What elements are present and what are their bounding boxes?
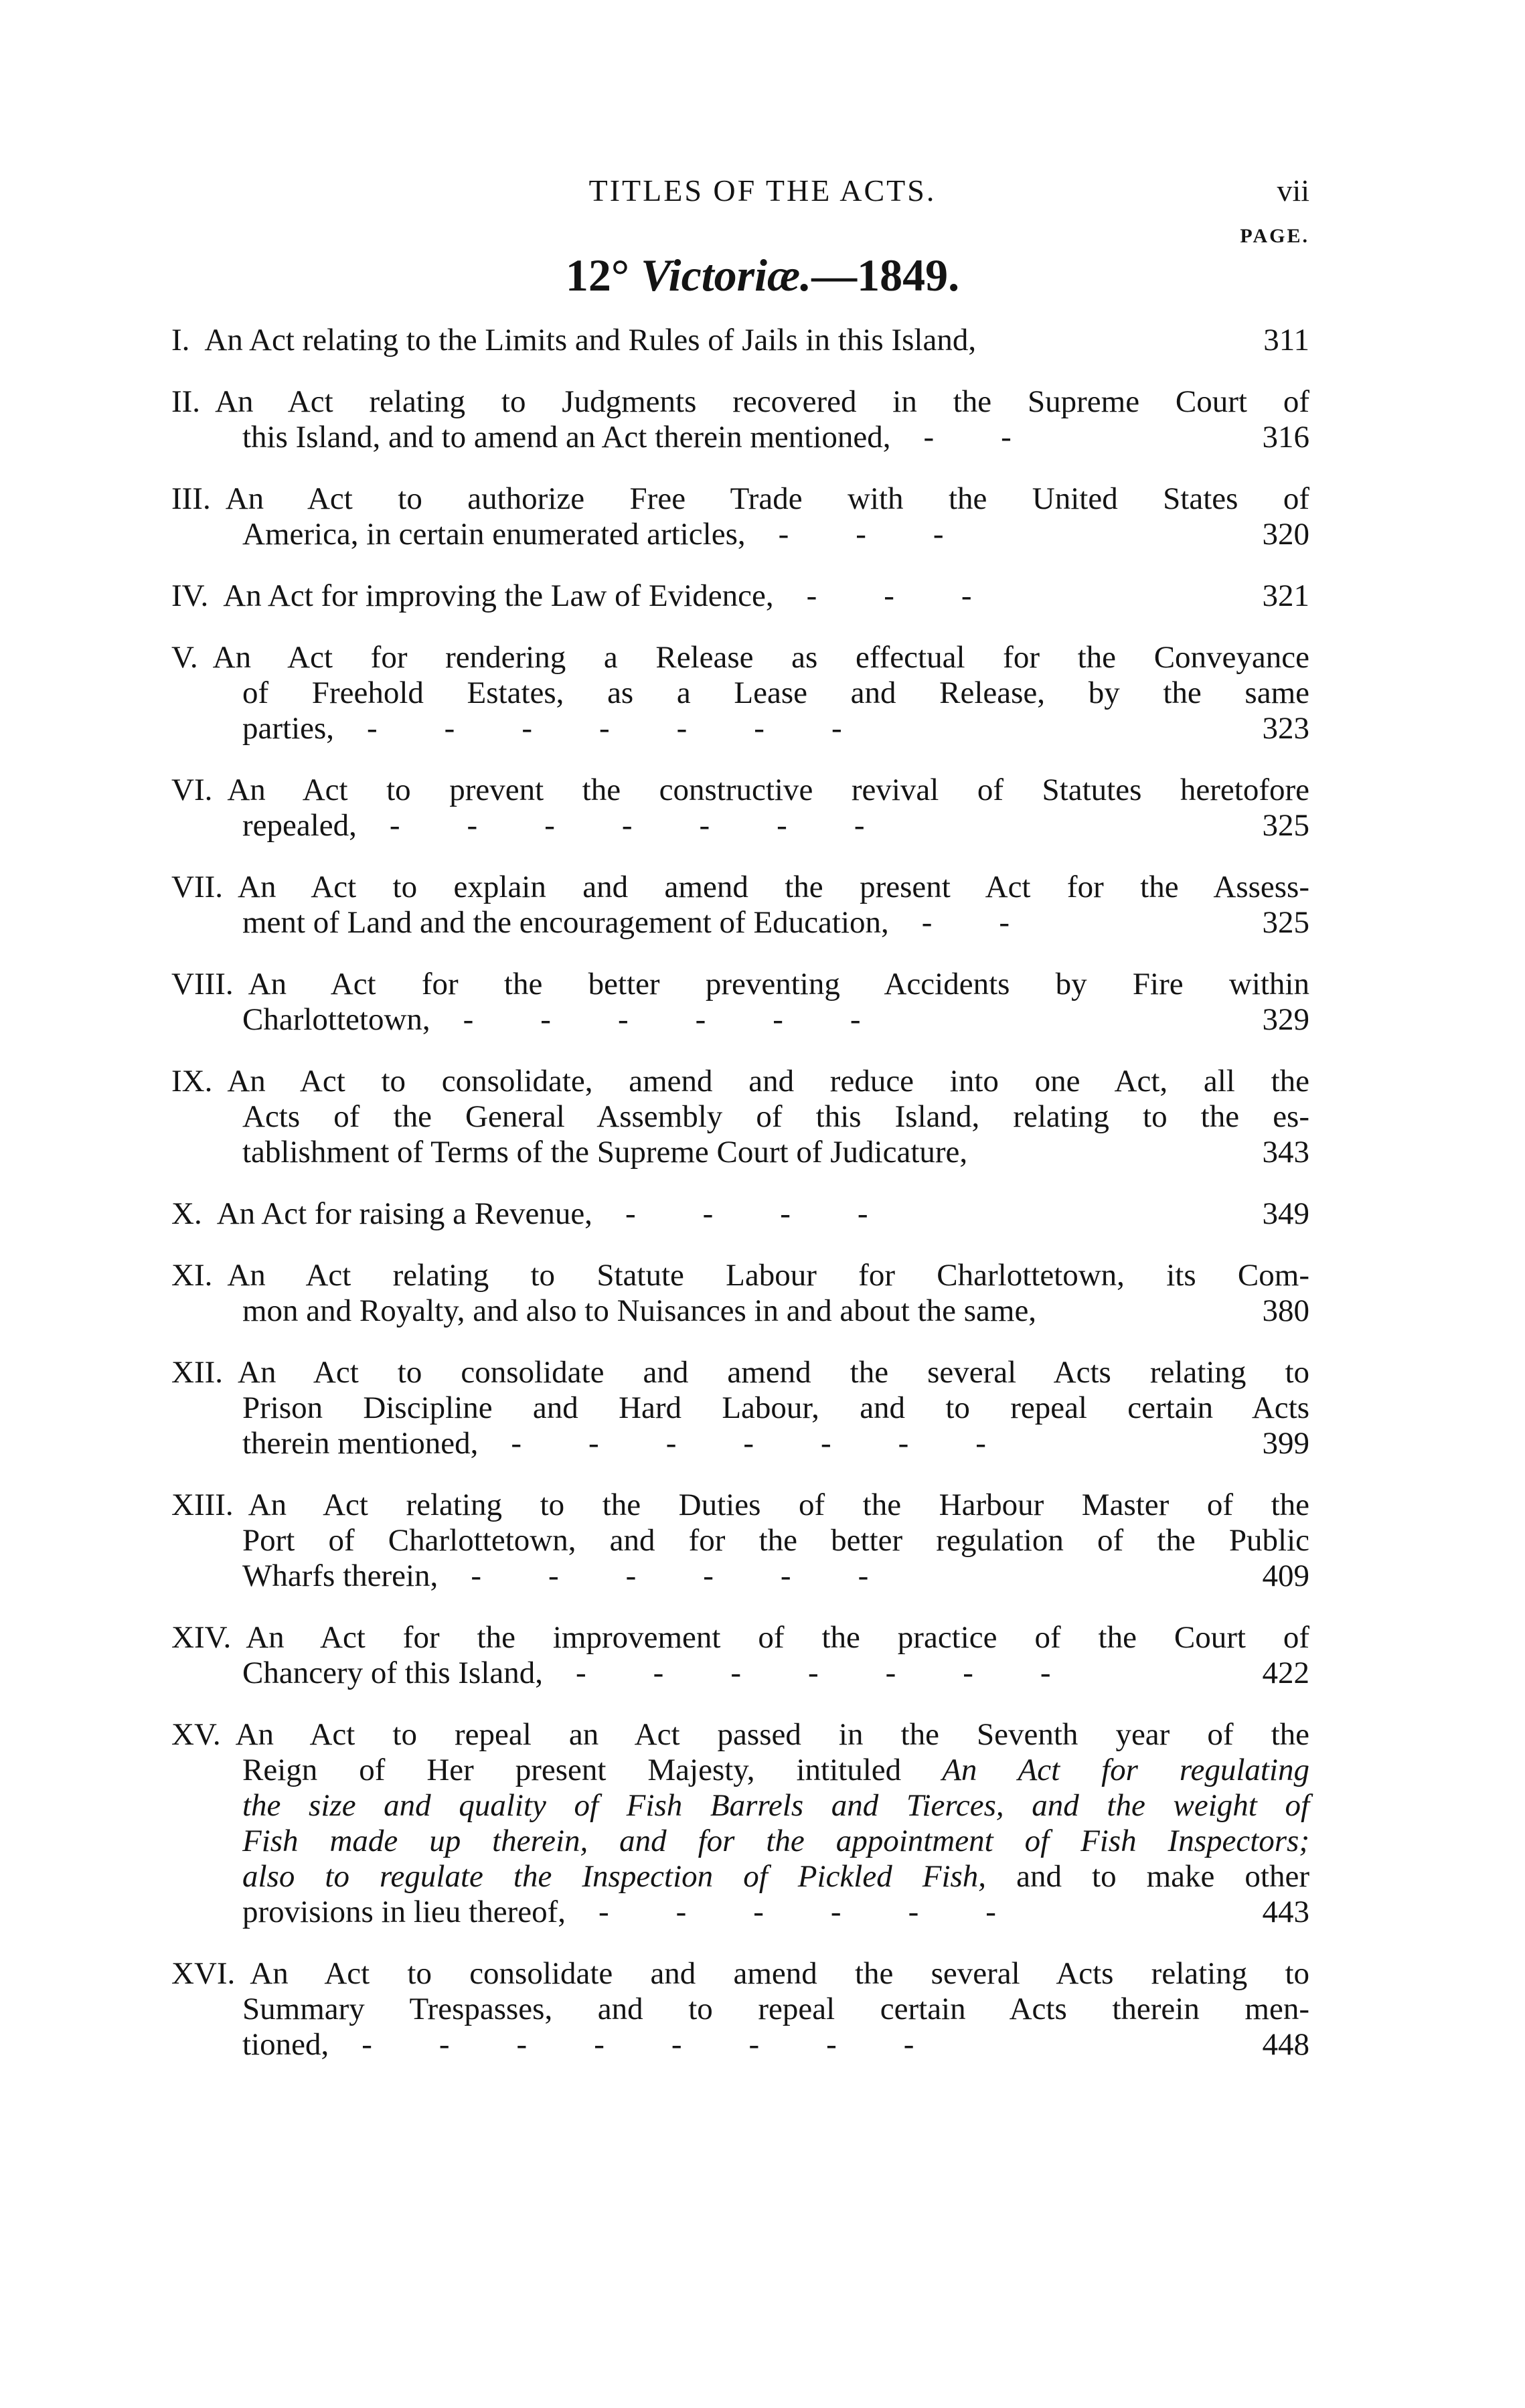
act-numeral: III.: [171, 481, 211, 516]
act-entry: [171, 640, 1309, 746]
leader-dashes: - - - - - -: [438, 1558, 1001, 1593]
act-title-text: tablishment of Terms of the Supreme Court of Judicature,: [242, 1135, 968, 1170]
act-title-text: this Island, and to amend an Act therein mentioned,: [242, 420, 891, 455]
act-title-line: [171, 1488, 1309, 1523]
act-title-line: [171, 808, 1309, 844]
session-regnal-year: 12°: [565, 250, 630, 301]
act-page-number: 380: [1262, 1293, 1309, 1328]
leader-dashes: - - - - - -: [430, 1002, 993, 1037]
act-page-number: 325: [1262, 905, 1309, 940]
act-title-line: [171, 1895, 1309, 1930]
act-title-text: An Act for raising a Revenue,: [216, 1196, 592, 1231]
act-numeral: XII.: [171, 1355, 223, 1390]
act-entry: [171, 1064, 1309, 1170]
act-entry: [171, 1956, 1309, 2063]
act-numeral: IV.: [171, 578, 209, 613]
act-numeral: II.: [171, 384, 201, 419]
leader-dashes: - - -: [745, 517, 1076, 552]
act-entry: [171, 773, 1309, 844]
act-numeral: VI.: [171, 773, 213, 807]
act-title-line: [171, 1064, 1309, 1099]
act-title-line: [171, 675, 1309, 711]
act-title-line: [171, 1824, 1309, 1859]
act-title-line: [171, 420, 1309, 455]
act-title-text: also to regulate the Inspection of Pickled Fish,: [242, 1859, 987, 1894]
act-numeral: XVI.: [171, 1956, 236, 1991]
act-title-text: Reign of Her present Majesty, intituled: [242, 1753, 902, 1787]
session-reign: Victoriæ.: [641, 250, 812, 301]
act-page-number: 448: [1262, 2027, 1309, 2062]
act-entry: [171, 323, 1309, 358]
act-title-line: [171, 640, 1309, 675]
act-page-number: 325: [1262, 808, 1309, 843]
act-title-text: An Act relating to the Duties of the Harbour Master of the: [248, 1488, 1309, 1522]
session-year: —1849.: [811, 250, 960, 301]
act-numeral: VIII.: [171, 967, 234, 1001]
act-title-text: Acts of the General Assembly of this Island, relating to the es-: [242, 1099, 1309, 1134]
act-page-number: 311: [1263, 323, 1309, 357]
act-title-text: An Act for improving the Law of Evidence,: [223, 578, 774, 613]
act-title-text: Fish made up therein, and for the appointment of Fish Inspectors;: [242, 1824, 1309, 1858]
leader-dashes: - - -: [773, 578, 1105, 613]
act-title-text: Summary Trespasses, and to repeal certain Acts therein men-: [242, 1992, 1309, 2026]
running-title: TITLES OF THE ACTS.: [588, 173, 937, 208]
act-title-line: [171, 1956, 1309, 1992]
act-entry: [171, 1717, 1309, 1930]
act-title-text: An Act for the better preventing Accidents by Fire within: [248, 967, 1309, 1001]
act-title-line: [171, 1656, 1309, 1691]
act-title-line: [171, 1992, 1309, 2027]
act-title-text: An Act for the improvement of the practice of the Court of: [246, 1620, 1309, 1655]
act-title-text: Port of Charlottetown, and for the better regulation of the Public: [242, 1523, 1309, 1558]
act-title-text: mon and Royalty, and also to Nuisances in and about the same,: [242, 1293, 1037, 1328]
act-title-line: [171, 2027, 1309, 2063]
act-numeral: XI.: [171, 1258, 213, 1293]
act-title-line: [171, 1426, 1309, 1461]
leader-dashes: - - - -: [592, 1196, 1001, 1231]
leader-dashes: - - - - - -: [565, 1895, 1129, 1929]
act-title-line: [171, 773, 1309, 808]
act-entry: [171, 481, 1309, 552]
leader-dashes: - - - - - - -: [334, 711, 975, 746]
act-entry: [171, 578, 1309, 614]
act-page-number: 399: [1262, 1426, 1309, 1461]
act-entry: [171, 1488, 1309, 1594]
act-title-text: provisions in lieu thereof,: [242, 1895, 566, 1929]
act-entry: [171, 1196, 1309, 1232]
act-entry: [171, 967, 1309, 1038]
act-page-number: 349: [1262, 1196, 1309, 1231]
act-title-line: [171, 1293, 1309, 1329]
act-title-line: [171, 323, 1309, 358]
act-title-text: An Act to consolidate and amend the several Acts relating to: [238, 1355, 1309, 1390]
act-title-line: [171, 1523, 1309, 1558]
act-title-text: ment of Land and the encouragement of Education,: [242, 905, 889, 940]
act-numeral: XV.: [171, 1717, 221, 1752]
act-title-line: [171, 1196, 1309, 1232]
leader-dashes: - - - - - - - -: [329, 2027, 1047, 2062]
page-column-label: PAGE.: [1240, 225, 1309, 247]
act-title-line: [171, 1620, 1309, 1656]
act-cited-title: An Act for regulating: [901, 1753, 1309, 1787]
act-page-number: 343: [1262, 1135, 1309, 1170]
act-title-line: [171, 1558, 1309, 1594]
act-title-text: parties,: [242, 711, 335, 746]
act-page-number: 443: [1262, 1895, 1309, 1929]
act-numeral: V.: [171, 640, 198, 675]
act-title-line: [171, 711, 1309, 746]
act-numeral: IX.: [171, 1064, 213, 1099]
act-numeral: VII.: [171, 870, 223, 904]
act-title-text: An Act to prevent the constructive revival of Statutes heretofore: [227, 773, 1309, 807]
act-title-text: repealed,: [242, 808, 357, 843]
act-numeral: XIII.: [171, 1488, 234, 1522]
act-title-line: [171, 1258, 1309, 1293]
act-title-text: An Act to authorize Free Trade with the United States of: [225, 481, 1309, 516]
act-title-text: of Freehold Estates, as a Lease and Release, by the same: [242, 675, 1309, 710]
act-page-number: 320: [1262, 517, 1309, 552]
act-title-line: [171, 1753, 1309, 1788]
session-heading: [0, 249, 1525, 302]
leader-dashes: - - - - - - -: [478, 1426, 1119, 1461]
act-numeral: XIV.: [171, 1620, 232, 1655]
act-page-number: 409: [1262, 1558, 1309, 1593]
act-title-text: the size and quality of Fish Barrels and Tierces, and the weight of: [242, 1788, 1309, 1823]
act-title-text: Prison Discipline and Hard Labour, and to repeal certain Acts: [242, 1390, 1309, 1425]
act-title-text: Charlottetown,: [242, 1002, 430, 1037]
act-title-text: Chancery of this Island,: [242, 1656, 544, 1690]
act-title-text: Wharfs therein,: [242, 1558, 438, 1593]
act-numeral: X.: [171, 1196, 202, 1231]
act-title-line: [171, 384, 1309, 420]
act-title-line: [171, 1390, 1309, 1426]
act-title-line: [171, 1717, 1309, 1753]
act-title-text: An Act relating to the Limits and Rules of Jails in this Island,: [204, 323, 977, 357]
act-title-line: [171, 1135, 1309, 1170]
act-title-line: [171, 1355, 1309, 1390]
act-numeral: I.: [171, 323, 190, 357]
act-page-number: 329: [1262, 1002, 1309, 1037]
act-title-text: An Act to explain and amend the present Act for the Assess-: [238, 870, 1309, 904]
act-title-line: [171, 517, 1309, 552]
act-title-line: [171, 481, 1309, 517]
act-page-number: 321: [1262, 578, 1309, 613]
act-title-text: America, in certain enumerated articles,: [242, 517, 746, 552]
leader-dashes: - -: [890, 420, 1144, 455]
act-title-text: tioned,: [242, 2027, 329, 2062]
act-title-text: An Act relating to Judgments recovered in the Supreme Court of: [215, 384, 1309, 419]
acts-list: [171, 323, 1309, 2089]
act-title-line: [171, 1002, 1309, 1038]
leader-dashes: - - - - - - -: [543, 1656, 1184, 1690]
act-entry: [171, 384, 1309, 455]
act-entry: [171, 1355, 1309, 1461]
act-title-line: [171, 578, 1309, 614]
act-title-text: An Act to consolidate and amend the several Acts relating to: [250, 1956, 1309, 1991]
act-title-text: therein mentioned,: [242, 1426, 479, 1461]
act-title-text: An Act to consolidate, amend and reduce into one Act, all the: [227, 1064, 1309, 1099]
act-title-line: [171, 1788, 1309, 1824]
act-page-number: 422: [1262, 1656, 1309, 1690]
act-title-text: and to make other: [986, 1859, 1309, 1894]
act-title-text: An Act for rendering a Release as effectual for the Conveyance: [212, 640, 1309, 675]
act-title-line: [171, 1099, 1309, 1135]
act-title-text: An Act relating to Statute Labour for Charlottetown, its Com-: [227, 1258, 1309, 1293]
act-title-text: An Act to repeal an Act passed in the Seventh year of the: [235, 1717, 1309, 1752]
act-title-line: [171, 870, 1309, 905]
act-page-number: 316: [1262, 420, 1309, 455]
act-entry: [171, 1620, 1309, 1691]
leader-dashes: - -: [888, 905, 1143, 940]
act-title-line: [171, 905, 1309, 941]
folio-number: vii: [1277, 173, 1309, 208]
act-title-line: [171, 967, 1309, 1002]
leader-dashes: - - - - - - -: [356, 808, 997, 843]
act-title-line: [171, 1859, 1309, 1895]
act-entry: [171, 1258, 1309, 1329]
act-entry: [171, 870, 1309, 941]
act-page-number: 323: [1262, 711, 1309, 746]
